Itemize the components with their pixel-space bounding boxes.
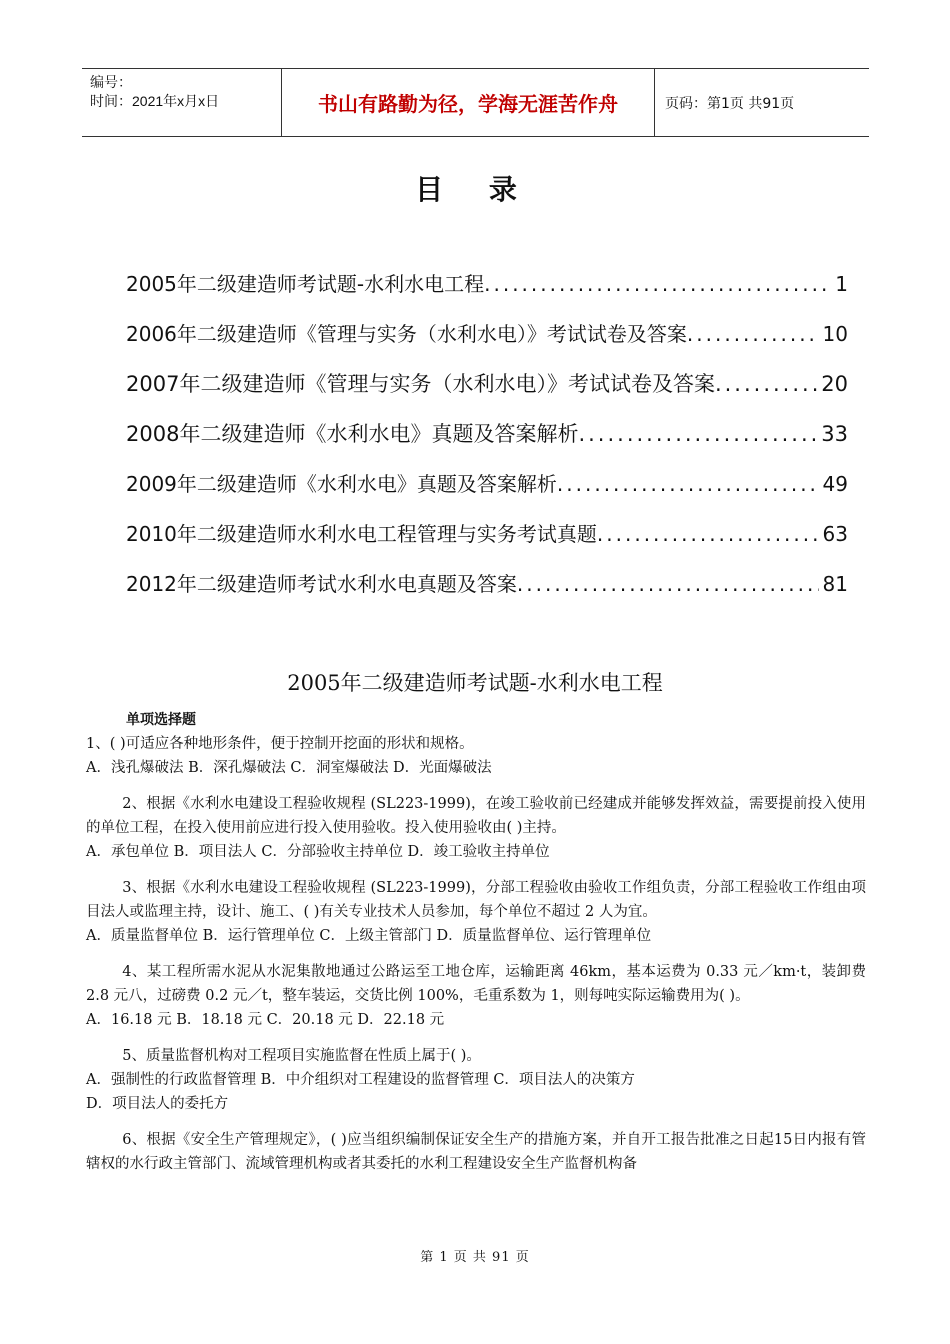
section-title: 2005年二级建造师考试题-水利水电工程 — [287, 671, 663, 695]
toc-item[interactable] — [126, 468, 848, 518]
header-table — [82, 68, 869, 137]
toc-item-page: 81 — [822, 572, 848, 596]
toc-item[interactable] — [126, 568, 848, 618]
toc-item-page: 49 — [822, 472, 848, 496]
toc-leader — [557, 472, 819, 496]
question-4-options: A．16.18 元 B．18.18 元 C．20.18 元 D．22.18 元 — [86, 1012, 445, 1028]
question-1: 1、( )可适应各种地形条件，便于控制开挖面的形状和规格。 — [86, 736, 474, 752]
toc-item[interactable] — [126, 518, 848, 568]
toc-item-page: 1 — [835, 272, 848, 296]
question-2: 2、根据《水利水电建设工程验收规程 (SL223-1999)，在竣工验收前已经建成并能够发挥效益，需要提前投入使用的单位工程，在投入使用前应进行投入使用验收。投入使用验收由( )主持。 — [86, 796, 866, 836]
toc-item[interactable] — [126, 368, 848, 418]
toc-item-title: 2012年二级建造师考试水利水电真题及答案 — [126, 572, 517, 596]
toc-leader — [597, 522, 819, 546]
question-1-options: A．浅孔爆破法 B．深孔爆破法 C．洞室爆破法 D．光面爆破法 — [86, 760, 492, 776]
toc-title: 目 录 — [415, 173, 535, 206]
toc-item-title: 2008年二级建造师《水利水电》真题及答案解析 — [126, 422, 579, 446]
doc-number-label: 编号： — [90, 74, 132, 90]
toc-leader — [687, 322, 819, 346]
toc-item-title: 2010年二级建造师水利水电工程管理与实务考试真题 — [126, 522, 597, 546]
question-5: 5、质量监督机构对工程项目实施监督在性质上属于( )。 — [122, 1048, 481, 1064]
toc-leader — [484, 272, 831, 296]
toc-item-title: 2006年二级建造师《管理与实务（水利水电）》考试试卷及答案 — [126, 322, 687, 346]
toc-list — [126, 268, 848, 618]
toc-leader — [715, 372, 817, 396]
question-3-options: A．质量监督单位 B．运行管理单位 C．上级主管部门 D．质量监督单位、运行管理单位 — [86, 928, 652, 944]
question-2-options: A．承包单位 B．项目法人 C．分部验收主持单位 D．竣工验收主持单位 — [86, 844, 550, 860]
toc-item-title: 2009年二级建造师《水利水电》真题及答案解析 — [126, 472, 557, 496]
question-5-options-cont: D．项目法人的委托方 — [86, 1096, 229, 1112]
page-footer: 第 1 页 共 91 页 — [420, 1250, 530, 1265]
toc-leader — [578, 422, 817, 446]
toc-leader — [517, 572, 819, 596]
toc-item-page: 33 — [821, 422, 848, 446]
question-4: 4、某工程所需水泥从水泥集散地通过公路运至工地仓库，运输距离 46km，基本运费为 0.33 元／km·t，装卸费 2.8 元八，过磅费 0.2 元／t，整车装运，交货比例 100%，毛重系数为 1，则每吨实际运输费用为( )。 — [86, 964, 866, 1004]
section-body — [86, 708, 866, 1176]
question-5-options: A．强制性的行政监督管理 B．中介组织对工程建设的监督管理 C．项目法人的决策方 — [86, 1072, 635, 1088]
doc-time-label: 时间：2021年x月x日 — [90, 93, 220, 109]
question-6: 6、根据《安全生产管理规定》，( )应当组织编制保证安全生产的措施方案，并自开工报告批准之日起15日内报有管辖权的水行政主管部门、流域管理机构或者其委托的水利工程建设安全生产监督机构备 — [86, 1132, 866, 1172]
toc-item[interactable] — [126, 268, 848, 318]
toc-item[interactable] — [126, 418, 848, 468]
header-page-info: 页码：第1页 共91页 — [665, 95, 795, 112]
section-subtitle: 单项选择题 — [126, 712, 196, 728]
toc-item[interactable] — [126, 318, 848, 368]
toc-item-page: 10 — [822, 322, 848, 346]
toc-item-page: 20 — [821, 372, 848, 396]
toc-item-title: 2007年二级建造师《管理与实务（水利水电）》考试试卷及答案 — [126, 372, 715, 396]
toc-item-page: 63 — [822, 522, 848, 546]
header-motto: 书山有路勤为径，学海无涯苦作舟 — [281, 69, 655, 136]
toc-item-title: 2005年二级建造师考试题-水利水电工程 — [126, 272, 485, 296]
question-3: 3、根据《水利水电建设工程验收规程 (SL223-1999)，分部工程验收由验收工作组负责，分部工程验收工作组由项目法人或监理主持，设计、施工、( )有关专业技术人员参加，每个单位不超过 2 人为宜。 — [86, 880, 866, 920]
header-meta — [82, 69, 281, 136]
